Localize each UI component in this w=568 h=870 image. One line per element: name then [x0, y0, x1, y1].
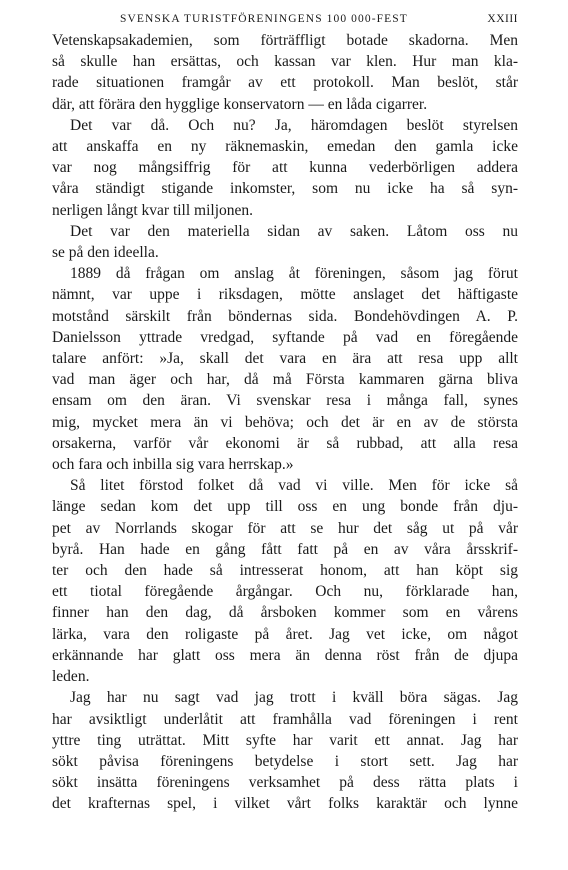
text-line: sökt påvisa föreningens betydelse i stort sett. Jag har: [52, 752, 518, 770]
text-line: ett tiotal föregående årgångar. Och nu, förklarade han,: [52, 583, 518, 601]
text-line: har avsiktligt underlåtit att framhålla vad föreningen i rent: [52, 710, 518, 728]
page-number: XXIII: [487, 13, 518, 25]
text-line: Jag har nu sagt vad jag trott i kväll böra sägas. Jag: [70, 689, 518, 707]
text-line: yttre ting uträttat. Mitt syfte har varit ett annat. Jag har: [52, 731, 518, 749]
text-line: mig, mycket mera än vi behöva; och det är en av de största: [52, 413, 518, 431]
text-line: vad man äger och har, då må Första kammaren gärna bliva: [52, 371, 518, 389]
text-line: rade situationen framgår av ett protokoll. Man beslöt, står: [52, 74, 518, 92]
text-line: byrå. Han hade en gång fått fatt på en av våra årsskrif-: [52, 540, 518, 558]
paragraph: [52, 221, 518, 263]
text-line: länge sedan kom det upp till oss en ung bonde från dju-: [52, 498, 518, 516]
text-line: Så litet förstod folket då vad vi ville. Men för icke så: [70, 477, 518, 495]
body-text: [52, 30, 518, 815]
text-line: erkännande har glatt oss mera än denna röst från de djupa: [52, 646, 518, 664]
paragraph: [52, 687, 518, 814]
text-line: talare anfört: »Ja, skall det vara en ära att resa upp allt: [52, 350, 518, 368]
text-line: Vetenskapsakademien, som förträffligt botade skadorna. Men: [52, 32, 518, 49]
text-line: det krafternas spel, i vilket vårt folks karaktär och lynne: [52, 795, 518, 813]
text-line: lärka, vara den roligaste på året. Jag vet icke, om något: [52, 625, 518, 643]
text-line: finner han den dag, då årsboken kommer som en vårens: [52, 604, 518, 622]
text-line: sökt insätta föreningens verksamhet på dess rätta plats i: [52, 774, 518, 792]
text-line: nämnt, var uppe i riksdagen, mötte anslaget det häftigaste: [52, 286, 518, 304]
paragraph: [52, 475, 518, 687]
text-line: orsakerna, varför vår ekonomi är så rubbad, att alla resa: [52, 434, 518, 452]
text-line: att anskaffa en ny räknemaskin, emedan den gamla icke: [52, 138, 518, 156]
paragraph: [52, 115, 518, 221]
text-line: och fara och inbilla sig vara herrskap.»: [52, 456, 294, 474]
text-line: Danielsson yttrade vredgad, syftande på vad en föregående: [52, 328, 518, 346]
paragraph: [52, 263, 518, 475]
text-line: motstånd särskilt från böndernas sida. Bondehövdingen A. P.: [52, 307, 518, 325]
paragraph: [52, 30, 518, 115]
text-line: våra ständigt stigande inkomster, som nu icke ha så syn-: [52, 180, 518, 198]
text-line: 1889 då frågan om anslag åt föreningen, såsom jag förut: [70, 265, 518, 283]
text-line: pet av Norrlands skogar för att se hur det såg ut på vår: [52, 519, 518, 537]
running-head: [52, 8, 518, 30]
text-line: ensam om den äran. Vi svenskar resa i många fall, synes: [52, 392, 518, 410]
text-line: se på den ideella.: [52, 244, 159, 262]
document-page: [52, 8, 518, 815]
text-line: var nog mångsiffrig för att kunna vederbörligen addera: [52, 159, 518, 177]
text-line: leden.: [52, 668, 90, 686]
running-head-title: SVENSKA TURISTFÖRENINGENS 100 000-FEST: [120, 13, 408, 25]
text-line: Det var den materiella sidan av saken. Låtom oss nu: [70, 222, 518, 240]
text-line: Det var då. Och nu? Ja, häromdagen beslöt styrelsen: [70, 116, 518, 134]
text-line: så skulle han ersättas, och kassan var klen. Hur man kla-: [52, 53, 518, 71]
text-line: där, att förära den hygglige konservatorn — en låda cigarrer.: [52, 95, 428, 113]
text-line: ter och den hade så intresserat honom, att han köpt sig: [52, 562, 518, 580]
text-line: nerligen långt kvar till miljonen.: [52, 201, 254, 219]
